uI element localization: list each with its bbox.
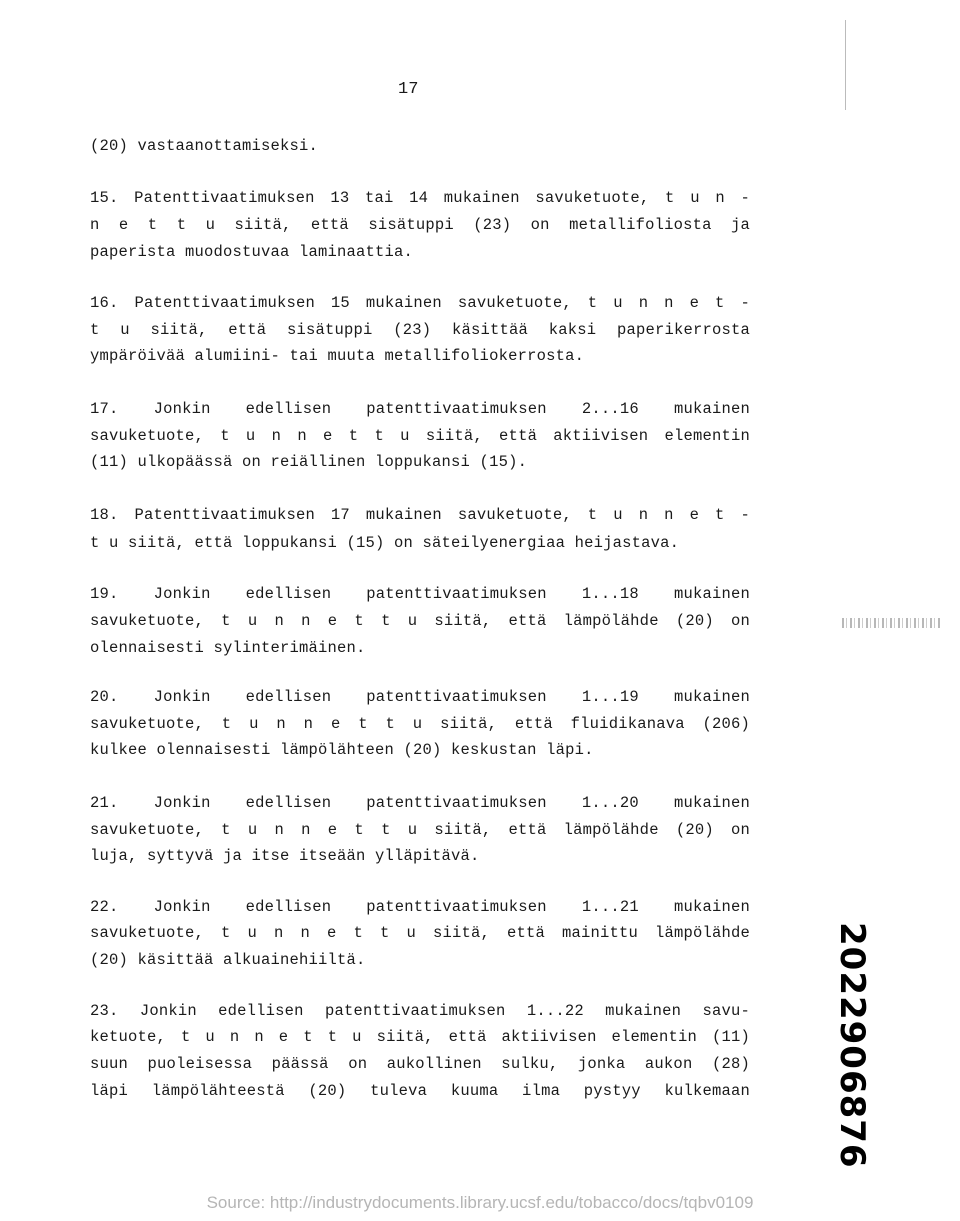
scan-artifact-line xyxy=(845,20,846,110)
text-line: t u siitä, että loppukansi (15) on säteilyenergiaa heijastava. xyxy=(90,534,680,552)
text-line: (11) ulkopäässä on reiällinen loppukansi (15). xyxy=(90,453,528,471)
text-line: savuketuote, t u n n e t t u siitä, että fluidikanava (206) xyxy=(90,715,750,733)
text-line: ketuote, t u n n e t t u siitä, että aktiivisen elementin (11) xyxy=(90,1028,750,1046)
text-line: 20. Jonkin edellisen patenttivaatimuksen 1...19 mukainen xyxy=(90,688,750,706)
text-line: 17. Jonkin edellisen patenttivaatimuksen 2...16 mukainen xyxy=(90,400,750,418)
source-footer: Source: http://industrydocuments.library.ucsf.edu/tobacco/docs/tqbv0109 xyxy=(206,1193,754,1212)
text-line: savuketuote, t u n n e t t u siitä, että aktiivisen elementin xyxy=(90,427,750,445)
text-line: 16. Patenttivaatimuksen 15 mukainen savuketuote, t u n n e t - xyxy=(90,294,750,312)
scan-noise-strip xyxy=(842,618,942,628)
text-line: 22. Jonkin edellisen patenttivaatimuksen 1...21 mukainen xyxy=(90,898,750,916)
text-line: kulkee olennaisesti lämpölähteen (20) keskustan läpi. xyxy=(90,741,594,759)
text-line: 19. Jonkin edellisen patenttivaatimuksen 1...18 mukainen xyxy=(90,585,750,603)
text-line: 15. Patenttivaatimuksen 13 tai 14 mukainen savuketuote, t u n - xyxy=(90,189,750,207)
text-line: 21. Jonkin edellisen patenttivaatimuksen 1...20 mukainen xyxy=(90,794,750,812)
text-line: (20) vastaanottamiseksi. xyxy=(90,137,319,155)
text-line: suun puoleisessa päässä on aukollinen sulku, jonka aukon (28) xyxy=(90,1055,750,1073)
text-line: n e t t u siitä, että sisätuppi (23) on metallifoliosta ja xyxy=(90,216,750,234)
text-line: savuketuote, t u n n e t t u siitä, että lämpölähde (20) on xyxy=(90,821,750,839)
text-line: läpi lämpölähteestä (20) tuleva kuuma ilma pystyy kulkemaan xyxy=(90,1082,750,1100)
document-id-code: 2022906876 xyxy=(832,922,872,1169)
text-line: (20) käsittää alkuainehiiltä. xyxy=(90,951,366,969)
text-line: paperista muodostuvaa laminaattia. xyxy=(90,243,414,261)
page-number: 17 xyxy=(398,80,419,99)
text-line: 18. Patenttivaatimuksen 17 mukainen savuketuote, t u n n e t - xyxy=(90,506,750,524)
text-line: ympäröivää alumiini- tai muuta metallifoliokerrosta. xyxy=(90,347,585,365)
text-line: savuketuote, t u n n e t t u siitä, että lämpölähde (20) on xyxy=(90,612,750,630)
text-line: 23. Jonkin edellisen patenttivaatimuksen 1...22 mukainen savu- xyxy=(90,1002,750,1020)
text-line: t u siitä, että sisätuppi (23) käsittää kaksi paperikerrosta xyxy=(90,321,750,339)
text-line: olennaisesti sylinterimäinen. xyxy=(90,639,366,657)
text-line: luja, syttyvä ja itse itseään ylläpitävä. xyxy=(90,847,480,865)
text-line: savuketuote, t u n n e t t u siitä, että mainittu lämpölähde xyxy=(90,924,750,942)
